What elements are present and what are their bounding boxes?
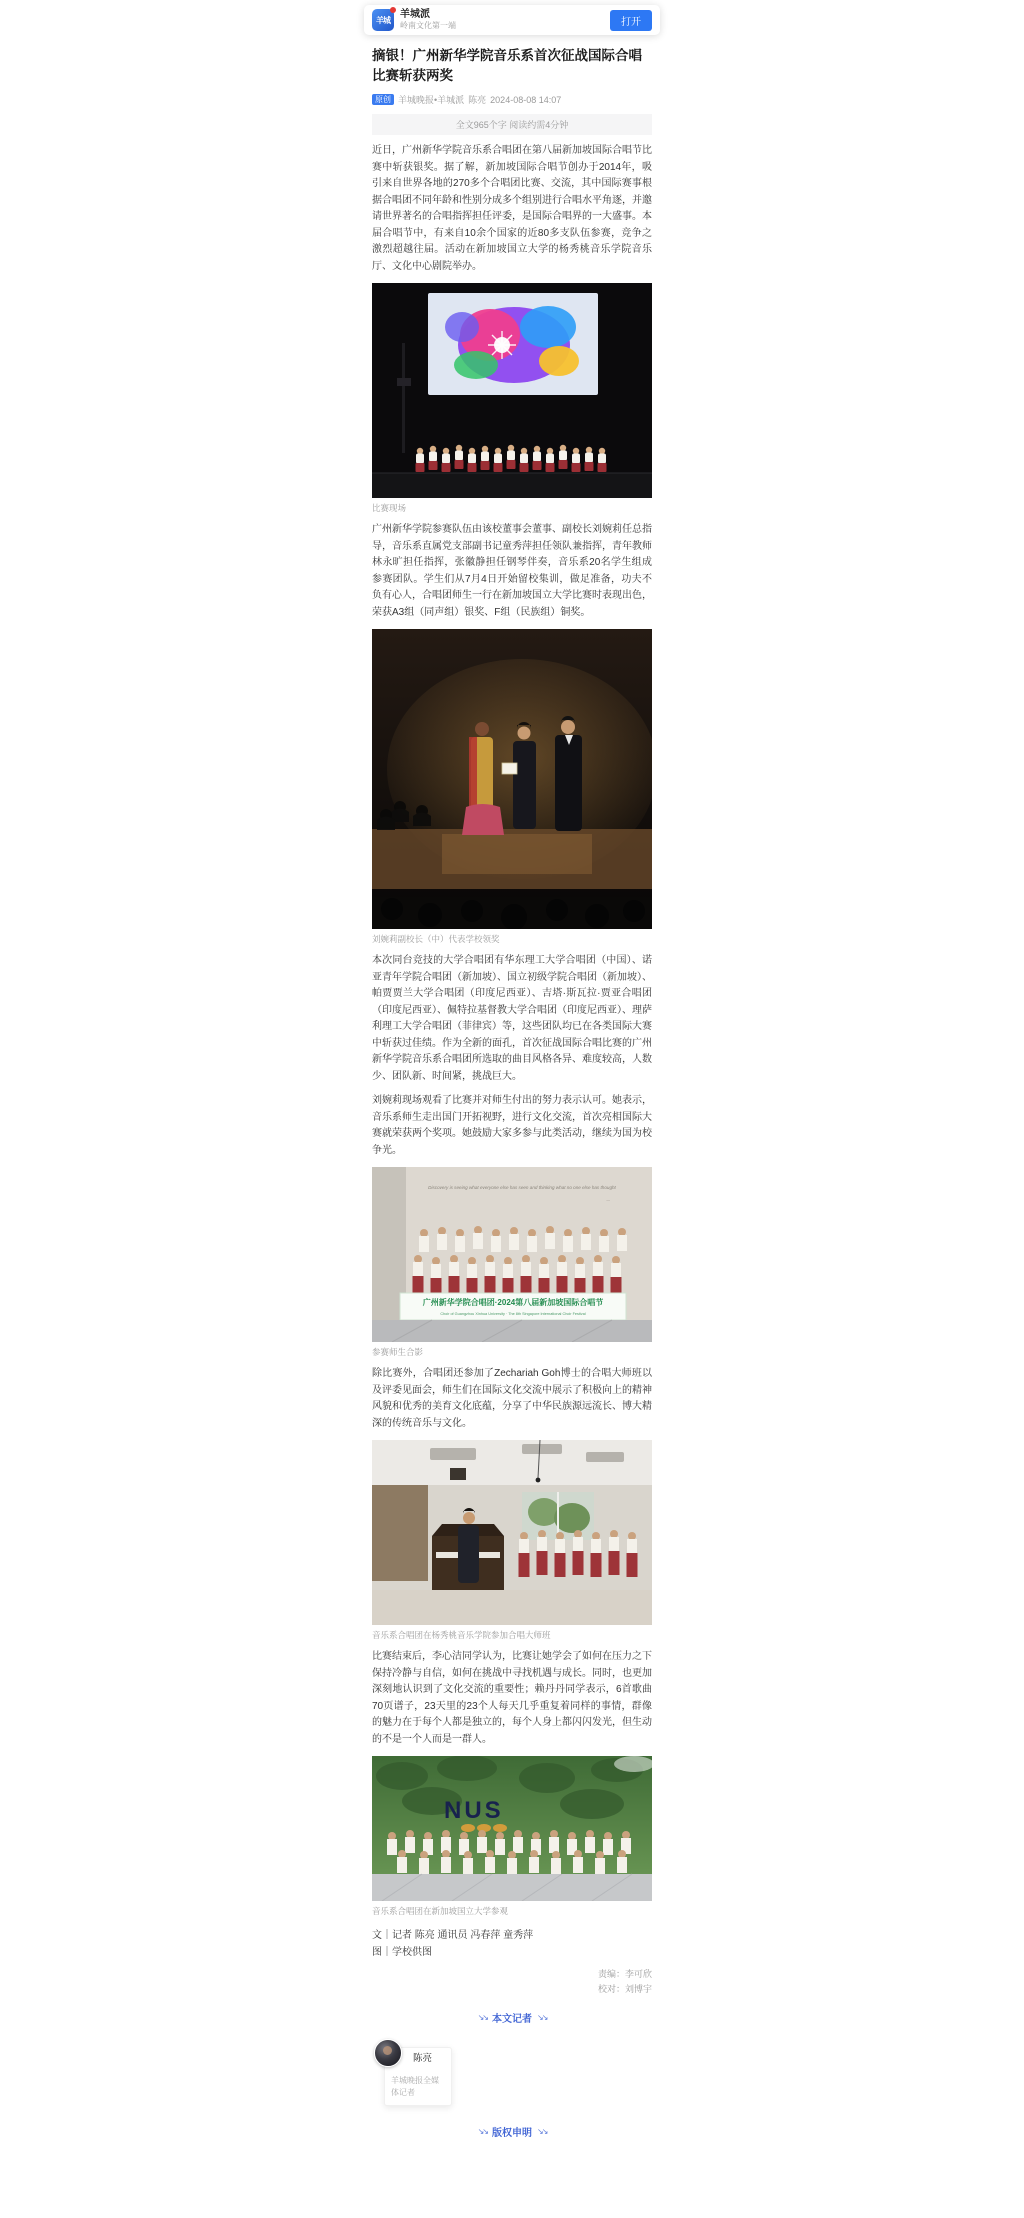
nus-sign-text: NUS [444,1797,504,1824]
article-image-3[interactable] [372,1167,652,1342]
nus-photo-illustration[interactable] [372,1756,652,1901]
group-photo-illustration[interactable] [372,1167,652,1342]
credit-text-line: 文｜记者 陈亮 通讯员 冯春萍 童秀萍 [372,1930,534,1941]
reporter-section-label: 本文记者 [492,2014,532,2025]
paragraph-4: 刘婉莉现场观看了比赛并对师生付出的努力表示认可。她表示，音乐系师生走出国门开拓视野，进行文化交流，首次亮相国际大赛就荣获两个奖项。她鼓励大家多参与此类活动，继续为国为校争光。 [372,1095,652,1156]
app-tagline: 岭南文化第一端 [400,21,456,31]
reporter-avatar[interactable] [374,2039,402,2067]
app-logo-icon [372,9,394,31]
app-logo-text: 羊城 [376,15,390,25]
byline-date: 2024-08-08 14:07 [490,94,562,105]
reading-meta: 全文965个字 阅读约需4分钟 [372,114,652,135]
article-image-5[interactable] [372,1756,652,1901]
banner-title-text: 广州新华学院合唱团·2024第八届新加坡国际合唱节 [422,1298,604,1307]
svg-text:—: — [606,1198,610,1202]
reporter-name: 陈亮 [413,2053,433,2064]
reporter-section-link[interactable] [364,2010,660,2025]
app-meta [400,9,604,31]
image-caption-2: 刘婉莉副校长（中）代表学校领奖 [372,934,500,944]
copyright-section-link[interactable] [364,2124,660,2139]
image-caption-5: 音乐系合唱团在新加坡国立大学参观 [372,1906,509,1916]
app-name: 羊城派 [400,9,430,21]
stage-photo-illustration[interactable] [372,283,652,498]
byline-author: 陈亮 [468,95,487,105]
open-app-button[interactable]: 打开 [610,10,652,31]
byline-source: 羊城晚报•羊城派 [398,95,465,105]
paragraph-1: 近日，广州新华学院音乐系合唱团在第八届新加坡国际合唱节比赛中斩获银奖。据了解，新加坡国际合唱节创办于2014年，吸引来自世界各地的270多个合唱团比赛、交流，其中国际赛事根据合唱团不同年龄和性别分成多个组别进行合唱水平角逐，并邀请世界著名的合唱指挥担任评委，是国际合唱界的一大盛事。本届合唱节中，有来自10余个国家的近80多支队伍参赛，竞争之激烈超越往届。活动在新加坡国立大学的杨秀桃音乐学院音乐厅、文化中心剧院举办。 [372,145,652,272]
page-end-spacer [364,2147,660,2161]
divider-arrow-right-icon: ↘↘ [537,2013,547,2022]
reporter-card-area [372,2037,652,2111]
image-caption-3: 参赛师生合影 [372,1347,424,1357]
reporter-bio: 羊城晚报全媒体记者 [391,2076,439,2097]
award-photo-illustration[interactable] [372,629,652,929]
article-title: 摘银！广州新华学院音乐系首次征战国际合唱比赛斩获两奖 [372,48,642,83]
paragraph-2: 广州新华学院参赛队伍由该校董事会董事、副校长刘婉莉任总指导，音乐系直属党支部副书记童秀萍担任领队兼指挥，青年教师林永旷担任指挥，张徽静担任钢琴伴奏，音乐系20名学生组成参赛团队。学生们从7月4日开始留校集训，做足准备，功夫不负有心人，合唱团师生一行在新加坡国立大学比赛时表现出色，荣获A3组（同声组）银奖、F组（民族组）铜奖。 [372,524,652,618]
wall-quote-text: Discovery is seeing what everyone else has seen and thinking what no one else has thought [428,1185,616,1190]
paragraph-6: 比赛结束后，李心洁同学认为，比赛让她学会了如何在压力之下保持冷静与自信，如何在挑战中寻找机遇与成长。同时，也更加深刻地认识到了文化交流的重要性；赖丹丹同学表示，6首歌曲70页谱子，23天里的23个人每天几乎重复着同样的事情，群像的魅力在于每个人都是独立的，每个人身上都闪闪发光，但生动的不是一个人而是一群人。 [372,1651,652,1745]
image-caption-1: 比赛现场 [372,503,407,513]
image-caption-4: 音乐系合唱团在杨秀桃音乐学院参加合唱大师班 [372,1630,551,1640]
divider-arrow-right-icon: ↘↘ [537,2127,547,2136]
editor-line: 责编：李可欣 [597,1969,652,1979]
logo-red-dot-icon [390,7,396,13]
proofreader-line: 校对：刘博宇 [597,1984,652,1994]
article-image-4[interactable] [372,1440,652,1625]
masterclass-photo-illustration[interactable] [372,1440,652,1625]
app-banner [364,5,660,35]
divider-arrow-left-icon: ↘↘ [477,2013,487,2022]
paragraph-5: 除比赛外，合唱团还参加了Zechariah Goh博士的合唱大师班以及评委见面会，师生们在国际文化交流中展示了积极向上的精神风貌和优秀的美育文化底蕴，分享了中华民族源远流长、博大精深的传统音乐与文化。 [372,1368,652,1429]
paragraph-3: 本次同台竞技的大学合唱团有华东理工大学合唱团（中国）、诺亚青年学院合唱团（新加坡）、国立初级学院合唱团（新加坡）、帕贾贾兰大学合唱团（印度尼西亚）、吉塔·斯瓦拉·贾亚合唱团（印度尼西亚）、佩特拉基督教大学合唱团（印度尼西亚）、理萨利理工大学合唱团（菲律宾）等，这些团队均已在各类国际大赛中斩获过佳绩。作为全新的面孔，首次征战国际合唱比赛的广州新华学院音乐系合唱团所选取的曲目风格各异、难度较高，人数少、团队新、时间紧，挑战巨大。 [372,955,652,1082]
banner-subtitle-text: Choir of Guangzhou Xinhua University · The 8th Singapore International Choir Festival [440,1312,586,1316]
article-image-2[interactable] [372,629,652,929]
editors [372,1967,652,1997]
copyright-section-label: 版权申明 [492,2128,532,2139]
divider-arrow-left-icon: ↘↘ [477,2127,487,2136]
credits [372,1927,652,1961]
content-column [364,0,660,2161]
byline [372,93,652,106]
credit-image-line: 图｜学校供图 [372,1947,432,1958]
article-image-1[interactable] [372,283,652,498]
original-badge: 原创 [372,94,394,106]
